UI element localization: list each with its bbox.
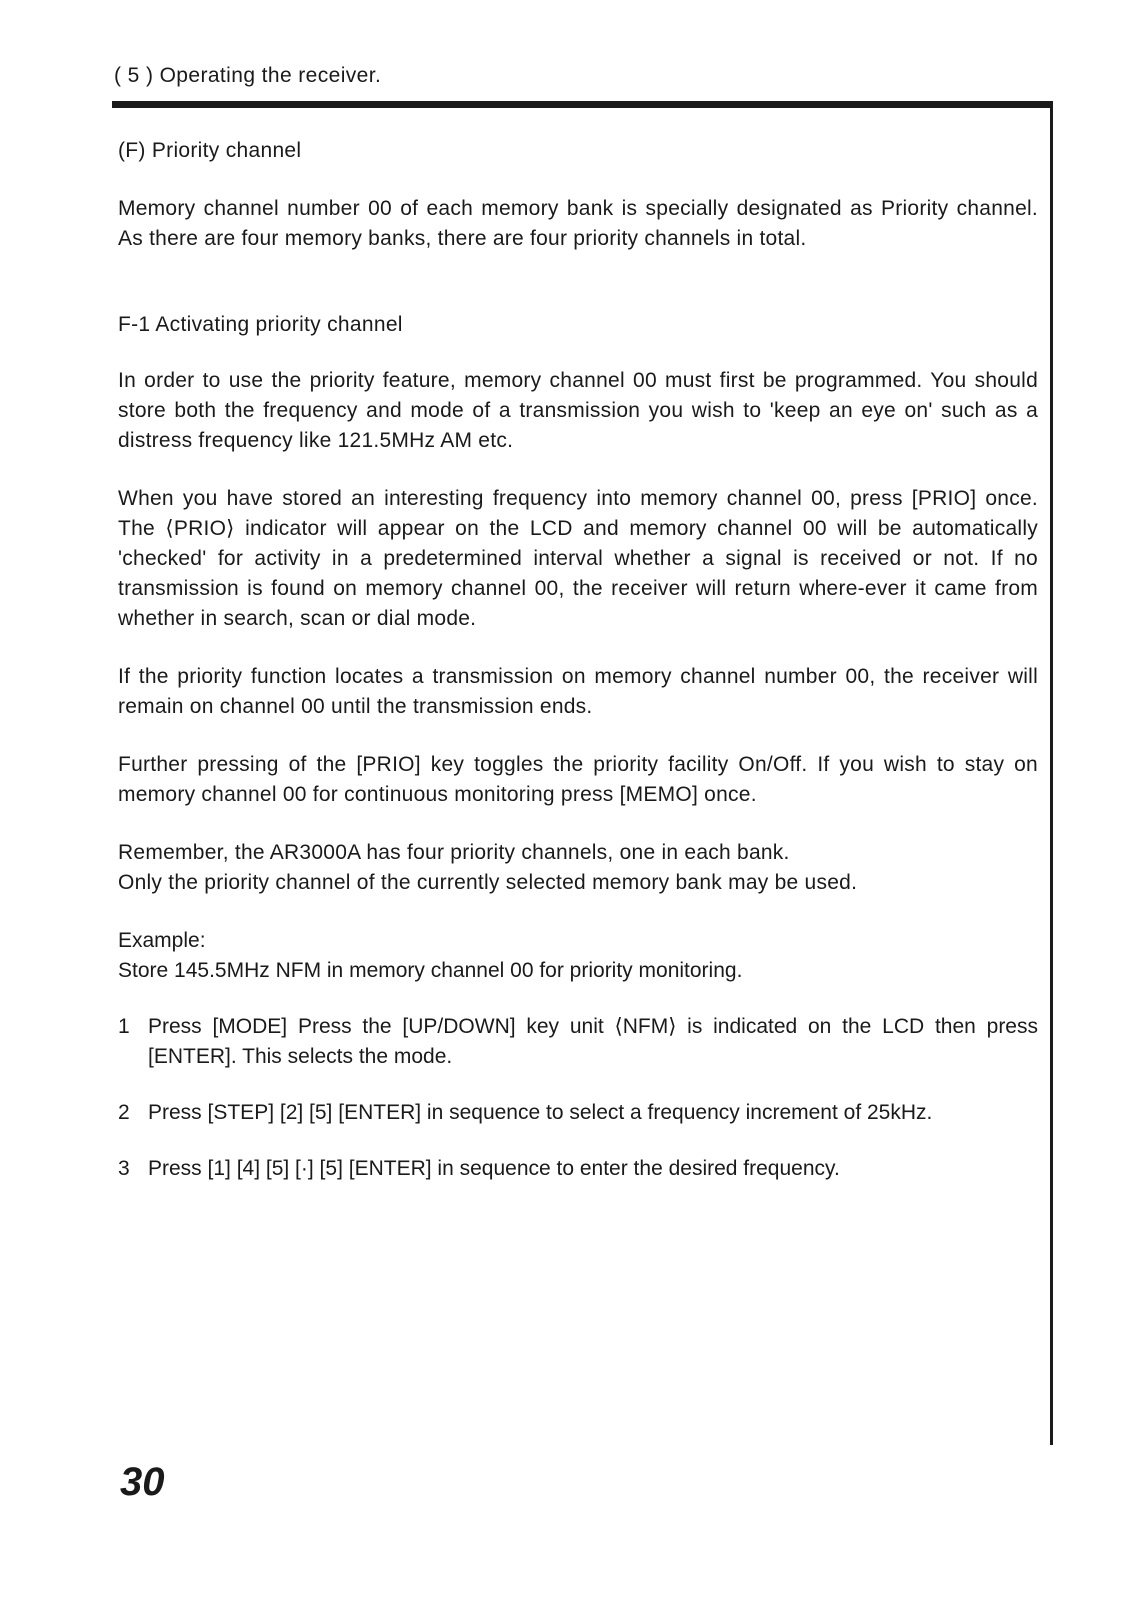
step-text: Press [MODE] Press the [UP/DOWN] key unit ⟨NFM⟩ is indicated on the LCD then press [ENTER]. This selects the mode. xyxy=(148,1015,1038,1068)
page-content xyxy=(118,136,1038,1210)
step-text: Press [1] [4] [5] [·] [5] [ENTER] in sequence to enter the desired frequency. xyxy=(148,1157,840,1180)
running-header: ( 5 ) Operating the receiver. xyxy=(114,64,382,87)
subsection-title: F-1 Activating priority channel xyxy=(118,313,403,336)
paragraph-toggle: Further pressing of the [PRIO] key toggles the priority facility On/Off. If you wish to stay on memory channel 00 for continuous monitoring press [MEMO] once. xyxy=(118,753,1038,806)
paragraph-locate: If the priority function locates a transmission on memory channel number 00, the receiver will remain on channel 00 until the transmission ends. xyxy=(118,665,1038,718)
section-title: (F) Priority channel xyxy=(118,139,302,162)
right-rule xyxy=(1050,101,1053,1445)
step-number: 3 xyxy=(118,1157,130,1180)
step-item xyxy=(118,1098,1038,1128)
step-number: 2 xyxy=(118,1101,130,1124)
section-intro: Memory channel number 00 of each memory bank is specially designated as Priority channel. As there are four memory banks, there are four priority channels in total. xyxy=(118,197,1038,250)
remember-line: Remember, the AR3000A has four priority channels, one in each bank. xyxy=(118,841,790,864)
step-item xyxy=(118,1154,1038,1184)
page-number: 30 xyxy=(120,1460,165,1504)
example-description: Store 145.5MHz NFM in memory channel 00 for priority monitoring. xyxy=(118,959,743,982)
remember-line: Only the priority channel of the currently selected memory bank may be used. xyxy=(118,871,858,894)
paragraph-prio-key: When you have stored an interesting frequency into memory channel 00, press [PRIO] once. The ⟨PRIO⟩ indicator will appear on the LCD and memory channel 00 will be automatically 'checked' for activity in a predetermined interval whether a signal is received or not. If no transmission is found on memory channel 00, the receiver will return where-ever it came from whether in search, scan or dial mode. xyxy=(118,487,1038,630)
step-item xyxy=(118,1012,1038,1072)
top-rule xyxy=(112,101,1052,108)
paragraph-programming: In order to use the priority feature, memory channel 00 must first be programmed. You should store both the frequency and mode of a transmission you wish to 'keep an eye on' such as a distress frequency like 121.5MHz AM etc. xyxy=(118,369,1038,452)
example-label: Example: xyxy=(118,929,206,952)
step-text: Press [STEP] [2] [5] [ENTER] in sequence to select a frequency increment of 25kHz. xyxy=(148,1101,933,1124)
paragraph-remember xyxy=(118,838,1038,898)
step-number: 1 xyxy=(118,1015,130,1038)
